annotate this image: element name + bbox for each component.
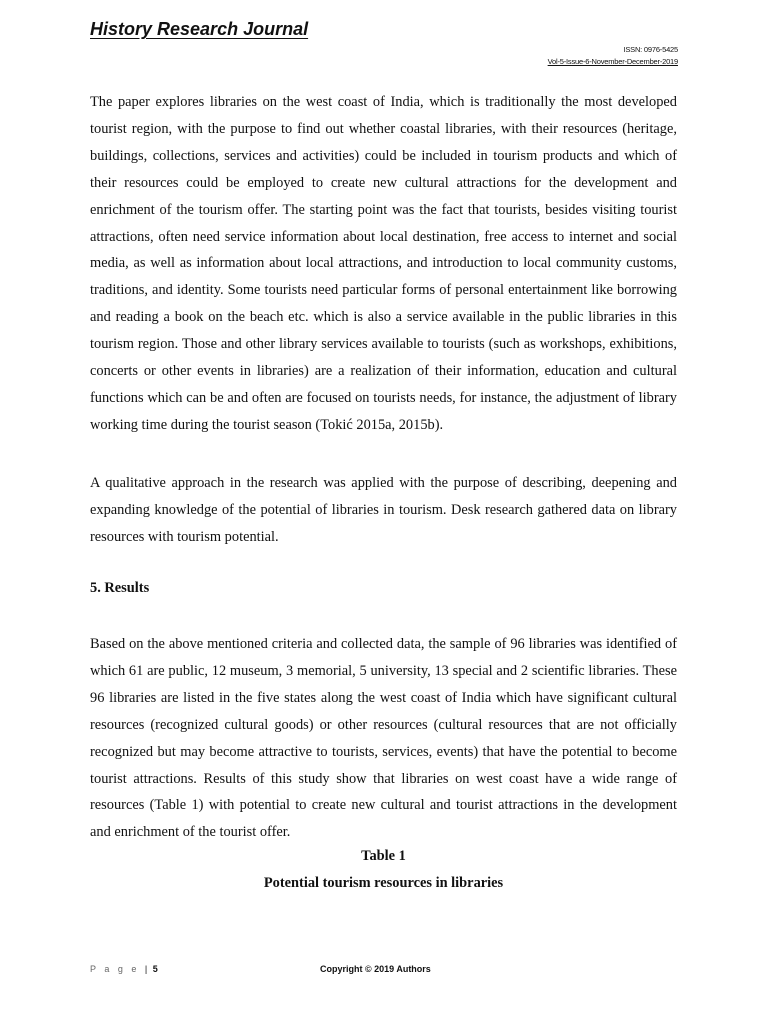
- volume-issue: Vol-5-Issue-6-November-December-2019: [547, 57, 678, 66]
- copyright-notice: Copyright © 2019 Authors: [320, 964, 431, 974]
- results-paragraph: Based on the above mentioned criteria and collected data, the sample of 96 libraries was identified of which 61 are public, 12 museum, 3 memorial, 5 university, 13 special and 2 scientific libraries. These 96 libraries are listed in the five states along the west coast of India which have significant cultural resources (recognized cultural goods) or other resources (cultural resources that are not officially recognized but may become attractive to tourists, services, events) that have the potential to become tourist attractions. Results of this study show that libraries on west coast have a wide range of resources (Table 1) with potential to create new cultural and tourist attractions in the development and enrichment of the tourist offer.: [90, 636, 677, 841]
- table-caption: Potential tourism resources in libraries: [263, 875, 504, 891]
- page-label: P a g e: [90, 964, 140, 974]
- method-paragraph: A qualitative approach in the research was applied with the purpose of describing, deepening and expanding knowledge of the potential of libraries in tourism. Desk research gathered data on library resources with tourism potential.: [90, 475, 677, 545]
- table-label: Table 1: [361, 848, 406, 864]
- results-heading: 5. Results: [90, 580, 150, 596]
- issn-block: [548, 44, 678, 68]
- page-footer: [90, 964, 158, 974]
- intro-paragraph: The paper explores libraries on the west coast of India, which is traditionally the most developed tourist region, with the purpose to find out whether coastal libraries, with their resources (heritage, buildings, collections, services and activities) could be included in tourism products and which of their resources could be employed to create new cultural attractions for the development and enrichment of the tourism offer. The starting point was the fact that tourists, besides visiting tourist attractions, often need service information about local destination, free access to internet and social media, as well as information about local attractions, and introduction to local community customs, traditions, and identity. Some tourists need particular forms of personal entertainment like borrowing and reading a book on the beach etc. which is also a service available in the public libraries in this tourism region. Those and other library services available to tourists (such as workshops, exhibitions, concerts or other events in libraries) are a realization of their information, education and cultural functions which can be and often are focused on tourists needs, for instance, the adjustment of library working time during the tourist season (Tokić 2015a, 2015b).: [90, 94, 677, 433]
- journal-title: History Research Journal: [90, 19, 309, 39]
- issn-number: ISSN: 0976-5425: [623, 45, 678, 54]
- page-number: 5: [152, 964, 158, 974]
- page-separator: |: [144, 964, 148, 974]
